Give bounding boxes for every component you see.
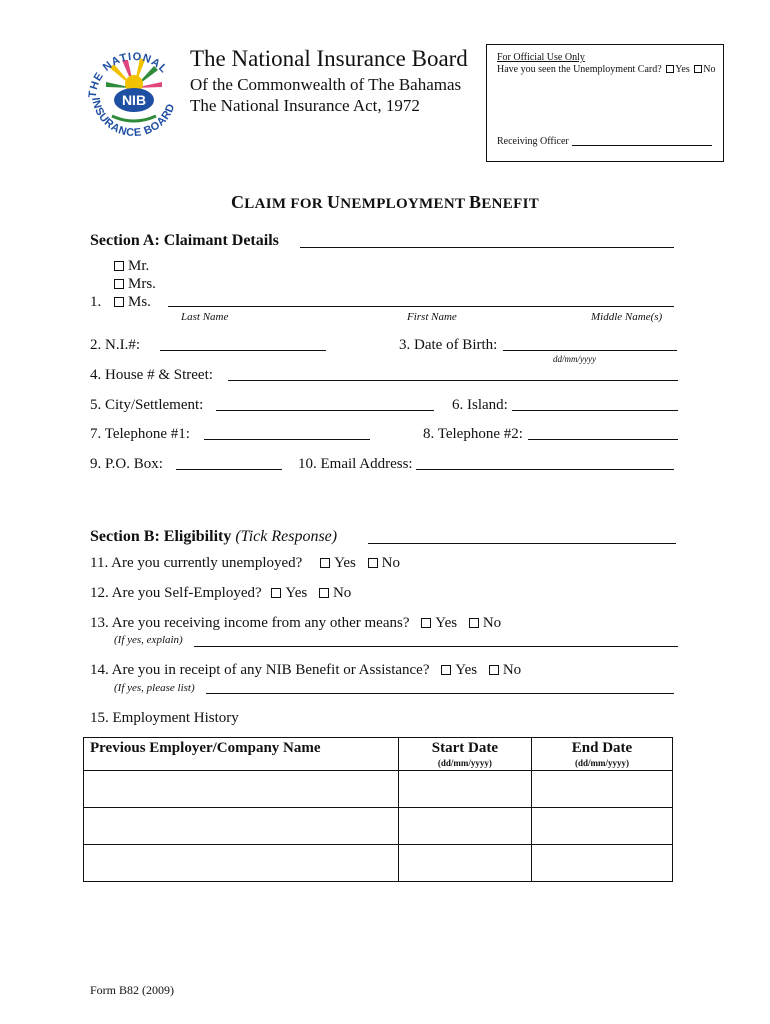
dob-format-hint: dd/mm/yyyy — [553, 354, 596, 364]
island-field[interactable] — [512, 410, 678, 411]
city-field[interactable] — [216, 410, 434, 411]
q14-yes-checkbox[interactable] — [441, 665, 451, 675]
q12-yes-checkbox[interactable] — [271, 588, 281, 598]
house-street-field[interactable] — [228, 380, 678, 381]
org-name: The National Insurance Board — [190, 46, 468, 71]
island-label: 6. Island: — [452, 397, 508, 413]
mr-checkbox[interactable] — [114, 261, 124, 271]
card-yes-checkbox[interactable] — [666, 65, 674, 73]
dob-field[interactable] — [503, 350, 677, 351]
q13-no-checkbox[interactable] — [469, 618, 479, 628]
ni-label: 2. N.I.#: — [90, 337, 140, 353]
svg-text:THE NATIONAL: THE NATIONAL — [86, 50, 170, 99]
telephone2-label: 8. Telephone #2: — [423, 426, 523, 442]
end-date-column-header: End Date (dd/mm/yyyy) — [531, 738, 672, 771]
q13-yes-checkbox[interactable] — [421, 618, 431, 628]
title-option-mr[interactable]: Mr. — [114, 258, 149, 275]
q12-row: 12. Are you Self-Employed? Yes No — [90, 585, 352, 601]
employer-cell[interactable] — [84, 771, 399, 808]
po-box-label: 9. P.O. Box: — [90, 456, 163, 472]
last-name-label: Last Name — [181, 311, 229, 323]
ni-field[interactable] — [160, 350, 326, 351]
svg-text:INSURANCE BOARD: INSURANCE BOARD — [89, 96, 178, 140]
q14-list-field[interactable] — [206, 693, 674, 694]
section-a-underline — [300, 247, 674, 248]
email-label: 10. Email Address: — [298, 456, 413, 472]
section-a-title: Section A: Claimant Details — [90, 232, 279, 249]
q11-row: 11. Are you currently unemployed? Yes No — [90, 555, 400, 571]
telephone2-field[interactable] — [528, 439, 678, 440]
logo-initials: NIB — [121, 92, 147, 108]
q14-no-checkbox[interactable] — [489, 665, 499, 675]
table-row — [84, 771, 673, 808]
ms-checkbox[interactable] — [114, 297, 124, 307]
employer-cell[interactable] — [84, 808, 399, 845]
q14-row: 14. Are you in receipt of any NIB Benefit or Assistance? Yes No — [90, 662, 522, 678]
email-field[interactable] — [416, 469, 674, 470]
receiving-officer-field[interactable] — [572, 145, 712, 146]
middle-name-label: Middle Name(s) — [591, 311, 663, 323]
nib-logo — [82, 38, 186, 142]
telephone1-label: 7. Telephone #1: — [90, 426, 190, 442]
q11-yes-checkbox[interactable] — [320, 558, 330, 568]
end-date-cell[interactable] — [531, 771, 672, 808]
official-use-title: For Official Use Only — [497, 52, 585, 63]
section-b-underline — [368, 543, 676, 544]
q13-row: 13. Are you receiving income from any other means? Yes No — [90, 615, 502, 631]
first-name-label: First Name — [407, 311, 457, 323]
start-date-cell[interactable] — [398, 845, 531, 882]
telephone1-field[interactable] — [204, 439, 370, 440]
end-date-cell[interactable] — [531, 845, 672, 882]
item-number-1: 1. — [90, 294, 102, 310]
mrs-checkbox[interactable] — [114, 279, 124, 289]
q13-explain-field[interactable] — [194, 646, 678, 647]
house-street-label: 4. House # & Street: — [90, 367, 213, 383]
form-code: Form B82 (2009) — [90, 983, 174, 997]
table-row — [84, 845, 673, 882]
employment-history-table — [83, 737, 673, 882]
start-date-column-header: Start Date (dd/mm/yyyy) — [398, 738, 531, 771]
q12-no-checkbox[interactable] — [319, 588, 329, 598]
start-date-cell[interactable] — [398, 808, 531, 845]
employer-column-header: Previous Employer/Company Name — [84, 738, 399, 771]
title-option-mrs[interactable]: Mrs. — [114, 276, 156, 293]
org-act: The National Insurance Act, 1972 — [190, 96, 420, 115]
table-header-row — [84, 738, 673, 771]
dob-label: 3. Date of Birth: — [399, 337, 498, 353]
q14-list-label: (If yes, please list) — [114, 682, 195, 694]
form-title: CLAIM FOR UNEMPLOYMENT BENEFIT — [230, 192, 540, 212]
unemployment-card-question: Have you seen the Unemployment Card? Yes No — [497, 64, 716, 75]
card-no-checkbox[interactable] — [694, 65, 702, 73]
q15-label: 15. Employment History — [90, 710, 239, 726]
end-date-cell[interactable] — [531, 808, 672, 845]
receiving-officer-label: Receiving Officer — [497, 136, 569, 147]
po-box-field[interactable] — [176, 469, 282, 470]
q11-no-checkbox[interactable] — [368, 558, 378, 568]
section-b-title: Section B: Eligibility (Tick Response) — [90, 528, 338, 545]
full-name-field[interactable] — [168, 306, 674, 307]
city-label: 5. City/Settlement: — [90, 397, 204, 413]
employer-cell[interactable] — [84, 845, 399, 882]
title-option-ms[interactable]: Ms. — [114, 294, 151, 311]
start-date-cell[interactable] — [398, 771, 531, 808]
q13-explain-label: (If yes, explain) — [114, 634, 183, 646]
org-subtitle: Of the Commonwealth of The Bahamas — [190, 75, 462, 94]
table-row — [84, 808, 673, 845]
